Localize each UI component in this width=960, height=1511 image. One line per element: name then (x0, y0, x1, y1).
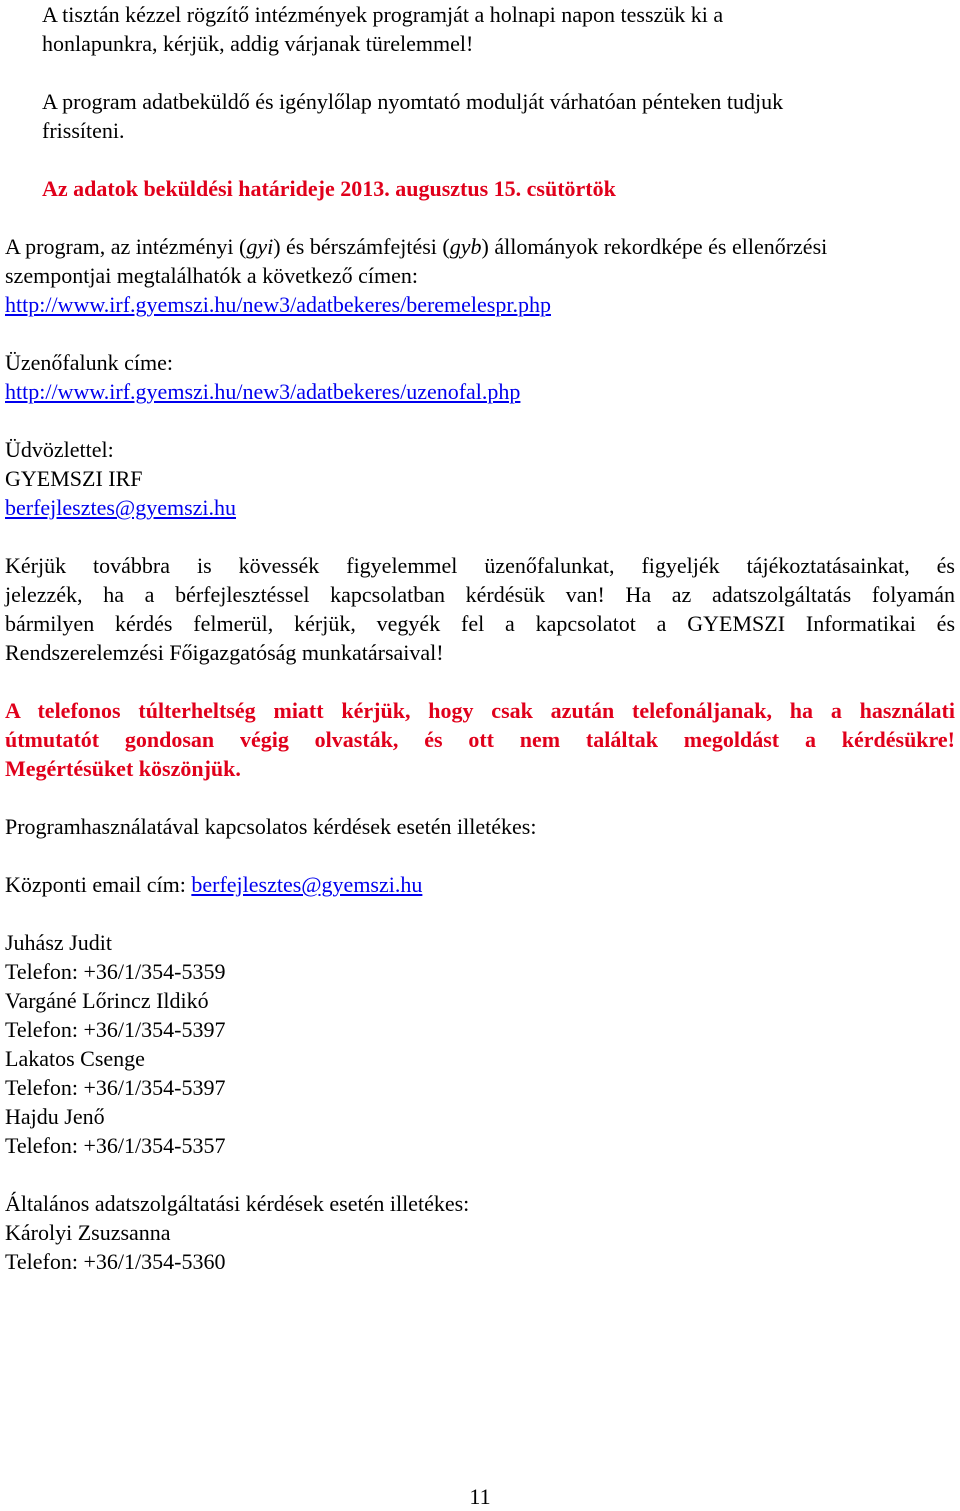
organization-name: GYEMSZI IRF (5, 466, 143, 491)
program-info-line: A program, az intézményi (gyi) és bérszámfejtési (gyb) állományok rekordképe és ellenőrzési (5, 234, 828, 259)
notice-line: frissíteni. (42, 118, 125, 143)
warning-section (5, 696, 955, 783)
gyi-term: gyi (246, 234, 274, 259)
record-layout-link[interactable]: http://www.irf.gyemszi.hu/new3/adatbekeres/beremelespr.php (5, 292, 551, 317)
contacts-section (5, 812, 955, 1276)
follow-up-line: jelezzék, ha a bérfejlesztéssel kapcsolatban kérdésük van! Ha az adatszolgáltatás folyamán (5, 582, 955, 607)
follow-up-section (5, 551, 955, 667)
contact-phone: Telefon: +36/1/354-5397 (5, 1075, 226, 1100)
message-board-link[interactable]: http://www.irf.gyemszi.hu/new3/adatbekeres/uzenofal.php (5, 379, 521, 404)
contact-phone: Telefon: +36/1/354-5397 (5, 1017, 226, 1042)
contact-name: Hajdu Jenő (5, 1104, 105, 1129)
warning-line: Megértésüket köszönjük. (5, 756, 241, 781)
salutation: Üdvözlettel: (5, 437, 114, 462)
program-info-line: szempontjai megtalálhatók a következő címen: (5, 263, 418, 288)
message-board-section (5, 348, 955, 406)
contact-name: Károlyi Zsuzsanna (5, 1220, 171, 1245)
contact-phone: Telefon: +36/1/354-5360 (5, 1249, 226, 1274)
central-email-link[interactable]: berfejlesztes@gyemszi.hu (191, 872, 423, 897)
contacts-heading: Programhasználatával kapcsolatos kérdések esetén illetékes: (5, 814, 537, 839)
notice-line: A program adatbeküldő és igénylőlap nyomtató modulját várhatóan pénteken tudjuk (42, 89, 784, 114)
greeting-section (5, 435, 955, 522)
follow-up-line: Kérjük továbbra is kövessék figyelemmel üzenőfalunkat, figyeljék tájékoztatásainkat, és (5, 553, 955, 578)
follow-up-line: Rendszerelemzési Főigazgatóság munkatársaival! (5, 640, 444, 665)
gyb-term: gyb (449, 234, 482, 259)
notice-line: honlapunkra, kérjük, addig várjanak türelemmel! (42, 31, 474, 56)
notice-section (5, 0, 955, 203)
document-page (5, 0, 955, 1276)
deadline-notice: Az adatok beküldési határideje 2013. augusztus 15. csütörtök (42, 176, 616, 201)
page-number: 11 (469, 1484, 491, 1509)
central-email-line: Központi email cím: berfejlesztes@gyemszi.hu (5, 872, 423, 897)
contact-name: Vargáné Lőrincz Ildikó (5, 988, 209, 1013)
warning-line: útmutatót gondosan végig olvasták, és ott nem találtak megoldást a kérdésükre! (5, 727, 955, 752)
warning-line: A telefonos túlterheltség miatt kérjük, hogy csak azután telefonáljanak, ha a használati (5, 698, 955, 723)
contact-name: Juhász Judit (5, 930, 112, 955)
contact-phone: Telefon: +36/1/354-5357 (5, 1133, 226, 1158)
greeting-email-link[interactable]: berfejlesztes@gyemszi.hu (5, 495, 237, 520)
contact-name: Lakatos Csenge (5, 1046, 145, 1071)
follow-up-line: bármilyen kérdés felmerül, kérjük, vegyék fel a kapcsolatot a GYEMSZI Informatikai és (5, 611, 955, 636)
message-board-label: Üzenőfalunk címe: (5, 350, 173, 375)
general-contact-heading: Általános adatszolgáltatási kérdések esetén illetékes: (5, 1191, 470, 1216)
notice-line: A tisztán kézzel rögzítő intézmények programját a holnapi napon tesszük ki a (42, 2, 724, 27)
program-info-section (5, 232, 955, 319)
contact-phone: Telefon: +36/1/354-5359 (5, 959, 226, 984)
